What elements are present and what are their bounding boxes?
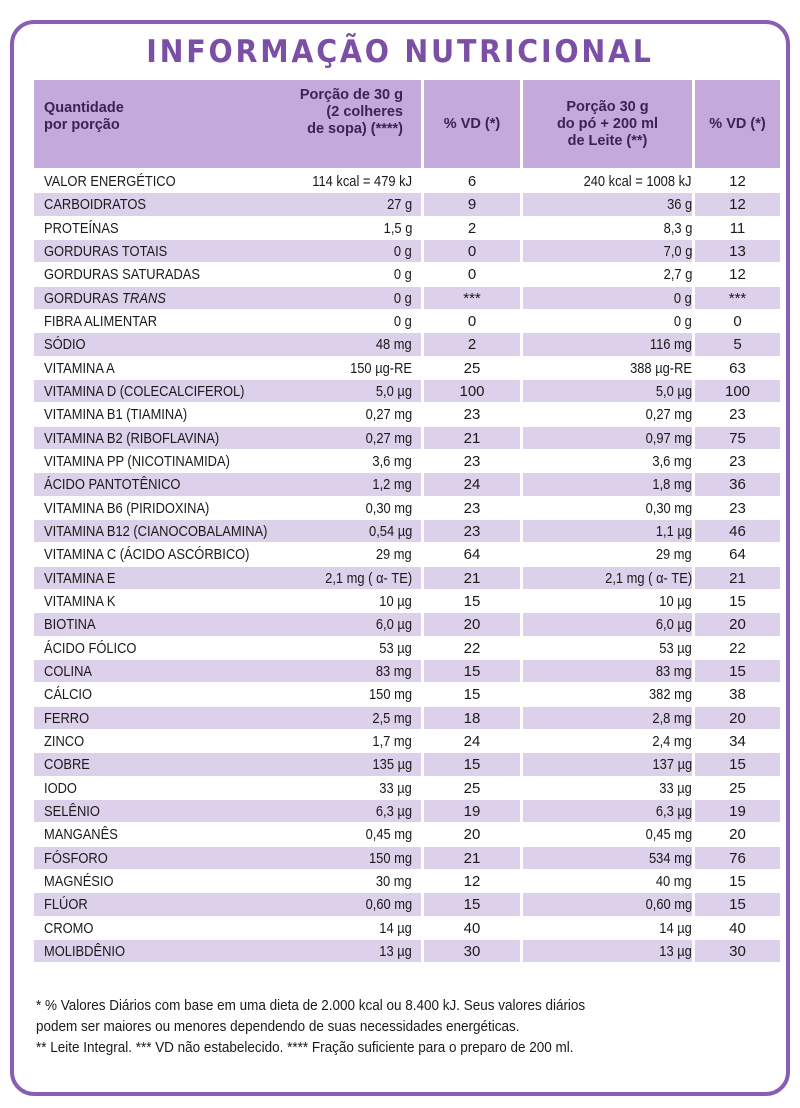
portion2-value: 382 mg [648, 686, 692, 704]
vd2-value: 100 [724, 382, 751, 400]
nutrient-name [44, 170, 176, 193]
portion1-value: 150 mg [368, 849, 412, 867]
table-row [34, 730, 780, 753]
nutrient-name-text: CROMO [44, 919, 94, 937]
vd1-value: 6 [467, 173, 477, 190]
nutrient-name-text: VITAMINA B12 (CIANOCOBALAMINA) [44, 522, 268, 540]
portion2-value: 7,0 g [663, 242, 692, 260]
nutrient-name-text: VITAMINA B2 (RIBOFLAVINA) [44, 429, 220, 447]
nutrient-name-text: VITAMINA B1 (TIAMINA) [44, 406, 188, 424]
nutrient-name-text: ÁCIDO PANTOTÊNICO [44, 476, 181, 494]
vd1-value: 23 [463, 499, 481, 517]
vd2-value: 30 [729, 942, 746, 960]
portion1-value: 135 µg [372, 756, 412, 774]
portion2-value: 8,3 g [663, 219, 692, 237]
portion1-value: 150 µg-RE [350, 359, 412, 377]
vd1-value: 23 [463, 522, 481, 540]
nutrient-name [44, 240, 167, 263]
portion2-value: 10 µg [659, 592, 692, 610]
nutrient-name [44, 590, 115, 613]
vd2-value: 20 [729, 709, 746, 727]
table-title: INFORMAÇÃO NUTRICIONAL [146, 34, 654, 70]
portion1-value: 10 µg [379, 592, 412, 610]
vd2-value: 12 [729, 173, 746, 190]
vd1-value: 2 [467, 219, 477, 237]
footnote-line: * % Valores Diários com base em uma dieta de 2.000 kcal ou 8.400 kJ. Seus valores diários [36, 998, 586, 1014]
header-quantity-label: Quantidade por porção [44, 100, 124, 133]
nutrient-name [44, 683, 92, 706]
portion1-value: 6,0 µg [375, 616, 412, 634]
portion2-value: 2,8 mg [652, 709, 692, 727]
table-header [34, 80, 780, 170]
table-row [34, 380, 780, 403]
vd2-value: 12 [729, 196, 746, 214]
vd1-value: 15 [463, 662, 481, 680]
portion2-value: 0,27 mg [645, 406, 692, 424]
portion2-value: 36 g [666, 196, 692, 214]
table-row [34, 240, 780, 263]
table-row [34, 637, 780, 660]
portion1-value: 48 mg [376, 336, 412, 354]
nutrient-name [44, 543, 249, 566]
table-row [34, 777, 780, 800]
nutrient-name-text: COLINA [44, 662, 93, 680]
table-row [34, 403, 780, 426]
portion1-value: 30 mg [376, 872, 412, 890]
table-row [34, 893, 780, 916]
portion2-value: 0,60 mg [645, 896, 692, 914]
table-row [34, 543, 780, 566]
nutrient-name-text: VITAMINA PP (NICOTINAMIDA) [44, 452, 230, 470]
vd1-value: 64 [463, 546, 481, 564]
table-row [34, 823, 780, 846]
vd2-value: 64 [729, 546, 746, 564]
vd1-value: *** [463, 289, 481, 307]
portion2-value: 240 kcal = 1008 kJ [584, 173, 692, 190]
nutrient-name [44, 870, 114, 893]
nutrient-name-text: BIOTINA [44, 616, 96, 634]
header-vd2-label: % VD (*) [695, 80, 780, 168]
vd1-value: 15 [463, 756, 481, 774]
vd1-value: 12 [463, 872, 481, 890]
vd1-value: 9 [467, 196, 477, 214]
table-row [34, 590, 780, 613]
nutrient-name-text: MOLIBDÊNIO [44, 942, 126, 960]
portion2-value: 13 µg [659, 942, 692, 960]
portion1-value: 0 g [394, 289, 412, 307]
table-row [34, 263, 780, 286]
nutrient-name [44, 847, 108, 870]
vd1-value: 23 [463, 406, 481, 424]
nutrient-name-text: ZINCO [44, 732, 85, 750]
vd2-value: 63 [729, 359, 746, 377]
nutrient-name [44, 403, 187, 426]
nutrient-name [44, 917, 93, 940]
portion2-value: 2,4 mg [652, 732, 692, 750]
portion2-value: 0,97 mg [645, 429, 692, 447]
vd2-value: 0 [733, 312, 742, 330]
table-row [34, 567, 780, 590]
vd2-value: 21 [729, 569, 746, 587]
nutrient-name [44, 637, 136, 660]
portion1-value: 14 µg [379, 919, 412, 937]
table-row [34, 800, 780, 823]
portion2-value: 6,0 µg [655, 616, 692, 634]
portion1-value: 27 g [386, 196, 412, 214]
portion2-value: 83 mg [656, 662, 692, 680]
table-row [34, 870, 780, 893]
vd1-value: 24 [463, 732, 481, 750]
footnotes [36, 996, 724, 1059]
vd1-value: 19 [463, 802, 481, 820]
vd2-value: 15 [729, 896, 746, 914]
nutrient-name-text: GORDURAS [44, 289, 119, 307]
nutrient-name [44, 310, 157, 333]
table-row [34, 287, 780, 310]
nutrient-name-text: VALOR ENERGÉTICO [44, 173, 176, 190]
portion1-value: 1,2 mg [372, 476, 412, 494]
vd1-value: 0 [467, 266, 477, 284]
portion1-value: 0 g [394, 242, 412, 260]
vd2-value: 15 [729, 592, 746, 610]
portion2-value: 0 g [674, 312, 692, 330]
nutrient-name-text: VITAMINA D (COLECALCIFEROL) [44, 382, 245, 400]
portion1-value: 0,54 µg [368, 522, 412, 540]
table-row [34, 683, 780, 706]
column-separator [692, 170, 695, 987]
vd1-value: 2 [467, 336, 477, 354]
vd1-value: 15 [463, 592, 481, 610]
table-row [34, 520, 780, 543]
nutrient-name [44, 427, 219, 450]
portion2-value: 2,1 mg ( α- TE) [604, 569, 692, 587]
portion1-value: 5,0 µg [375, 382, 412, 400]
vd1-value: 100 [459, 382, 485, 400]
vd1-value: 15 [463, 686, 481, 704]
portion1-value: 0,45 mg [365, 826, 412, 844]
vd2-value: *** [728, 289, 747, 307]
portion1-value: 0,60 mg [365, 896, 412, 914]
nutrient-name [44, 263, 200, 286]
portion2-value: 6,3 µg [655, 802, 692, 820]
nutrient-name [44, 660, 92, 683]
vd2-value: 23 [729, 499, 746, 517]
nutrient-name [44, 753, 90, 776]
portion2-value: 1,1 µg [655, 522, 692, 540]
portion2-value: 1,8 mg [652, 476, 692, 494]
nutrient-name-text: FERRO [44, 709, 90, 727]
nutrient-name [44, 520, 267, 543]
portion1-value: 2,1 mg ( α- TE) [324, 569, 412, 587]
vd1-value: 21 [463, 849, 481, 867]
portion1-value: 3,6 mg [372, 452, 412, 470]
portion2-value: 0,45 mg [645, 826, 692, 844]
portion1-value: 1,7 mg [372, 732, 412, 750]
header-vd1-label: % VD (*) [424, 80, 520, 168]
vd1-value: 0 [467, 242, 477, 260]
portion2-value: 388 µg-RE [630, 359, 692, 377]
header-portion2-label: Porção 30 g do pó + 200 ml de Leite (**) [523, 80, 692, 168]
nutrient-name [44, 473, 180, 496]
nutrient-name [44, 333, 86, 356]
nutrient-name-text: PROTEÍNAS [44, 219, 119, 237]
vd1-value: 40 [463, 919, 481, 937]
vd2-value: 76 [729, 849, 746, 867]
vd2-value: 25 [729, 779, 746, 797]
vd2-value: 40 [729, 919, 746, 937]
table-row [34, 450, 780, 473]
vd2-value: 19 [729, 802, 746, 820]
vd2-value: 34 [729, 732, 746, 750]
table-row [34, 310, 780, 333]
nutrition-facts-panel [10, 20, 790, 1096]
table-row [34, 357, 780, 380]
footnote-line: ** Leite Integral. *** VD não estabelecido. **** Fração suficiente para o preparo de 200 ml. [36, 1040, 574, 1056]
nutrient-name-text: FÓSFORO [44, 849, 108, 867]
table-row [34, 660, 780, 683]
nutrient-name-text: CARBOIDRATOS [44, 196, 147, 214]
nutrient-name-text: GORDURAS SATURADAS [44, 266, 201, 284]
portion1-value: 1,5 g [383, 219, 412, 237]
vd2-value: 46 [729, 522, 746, 540]
vd1-value: 24 [463, 476, 481, 494]
table-row [34, 193, 780, 216]
table-row [34, 940, 780, 963]
nutrient-name-text: IODO [44, 779, 77, 797]
vd2-value: 11 [729, 219, 746, 237]
vd2-value: 15 [729, 872, 746, 890]
portion2-value: 33 µg [659, 779, 692, 797]
portion2-value: 2,7 g [663, 266, 692, 284]
nutrient-name-text: SELÊNIO [44, 802, 100, 820]
vd1-value: 30 [463, 942, 481, 960]
nutrient-name [44, 193, 146, 216]
portion2-value: 53 µg [659, 639, 692, 657]
vd2-value: 23 [729, 406, 746, 424]
vd1-value: 20 [463, 826, 481, 844]
vd1-value: 23 [463, 452, 481, 470]
portion2-value: 534 mg [648, 849, 692, 867]
portion1-value: 150 mg [368, 686, 412, 704]
portion1-value: 0,30 mg [365, 499, 412, 517]
portion2-value: 137 µg [652, 756, 692, 774]
header-portion1-label: Porção de 30 g (2 colheres de sopa) (****) [299, 87, 403, 137]
portion1-value: 0 g [394, 312, 412, 330]
nutrient-name [44, 823, 118, 846]
portion1-value: 29 mg [376, 546, 412, 564]
nutrient-name [44, 800, 100, 823]
nutrient-name-text: GORDURAS TOTAIS [44, 242, 168, 260]
nutrient-name [44, 287, 166, 310]
nutrient-name [44, 613, 96, 636]
vd1-value: 21 [463, 569, 481, 587]
column-separator [421, 170, 424, 987]
nutrient-name-text: FLÚOR [44, 896, 88, 914]
nutrient-name-italic: TRANS [122, 289, 166, 307]
table-row [34, 707, 780, 730]
nutrient-name-text: VITAMINA B6 (PIRIDOXINA) [44, 499, 210, 517]
table-row [34, 217, 780, 240]
portion1-value: 13 µg [379, 942, 412, 960]
vd2-value: 12 [729, 266, 746, 284]
portion1-value: 114 kcal = 479 kJ [312, 173, 412, 190]
nutrient-name-text: FIBRA ALIMENTAR [44, 312, 158, 330]
nutrient-name-text: MANGANÊS [44, 826, 118, 844]
nutrient-name [44, 217, 119, 240]
table-row [34, 917, 780, 940]
vd1-value: 18 [463, 709, 481, 727]
nutrient-name [44, 567, 115, 590]
nutrient-name [44, 357, 115, 380]
portion2-value: 40 mg [656, 872, 692, 890]
vd2-value: 75 [729, 429, 746, 447]
vd1-value: 21 [463, 429, 481, 447]
vd1-value: 20 [463, 616, 481, 634]
column-separator [520, 170, 523, 987]
nutrient-name-text: MAGNÉSIO [44, 872, 114, 890]
vd1-value: 25 [463, 779, 481, 797]
vd2-value: 22 [729, 639, 746, 657]
portion1-value: 0,27 mg [365, 406, 412, 424]
vd1-value: 25 [463, 359, 481, 377]
portion1-value: 6,3 µg [375, 802, 412, 820]
portion2-value: 14 µg [659, 919, 692, 937]
table-row [34, 473, 780, 496]
portion2-value: 116 mg [649, 336, 692, 354]
nutrient-name-text: CÁLCIO [44, 686, 93, 704]
vd2-value: 15 [729, 756, 746, 774]
vd2-value: 13 [729, 242, 746, 260]
nutrient-name-text: VITAMINA A [44, 359, 115, 377]
portion1-value: 0 g [394, 266, 412, 284]
portion2-value: 0,30 mg [645, 499, 692, 517]
nutrient-name-text: VITAMINA E [44, 569, 116, 587]
table-row [34, 170, 780, 193]
portion1-value: 33 µg [379, 779, 412, 797]
vd2-value: 20 [729, 616, 746, 634]
portion2-value: 0 g [674, 289, 692, 307]
portion2-value: 29 mg [656, 546, 692, 564]
table-row [34, 847, 780, 870]
table-row [34, 497, 780, 520]
vd2-value: 23 [729, 452, 746, 470]
vd1-value: 22 [463, 639, 481, 657]
table-row [34, 613, 780, 636]
portion1-value: 83 mg [376, 662, 412, 680]
portion1-value: 53 µg [379, 639, 412, 657]
header-quantity-cell [34, 80, 421, 168]
portion1-value: 0,27 mg [365, 429, 412, 447]
nutrient-name [44, 730, 84, 753]
nutrient-rows [34, 170, 780, 963]
nutrient-name [44, 450, 230, 473]
footnote-line: podem ser maiores ou menores dependendo de suas necessidades energéticas. [36, 1019, 520, 1035]
nutrient-name-text: COBRE [44, 756, 90, 774]
portion2-value: 5,0 µg [655, 382, 692, 400]
nutrient-name [44, 893, 88, 916]
vd2-value: 20 [729, 826, 746, 844]
portion1-value: 2,5 mg [372, 709, 412, 727]
vd2-value: 38 [729, 686, 746, 704]
vd2-value: 5 [733, 336, 742, 354]
portion2-value: 3,6 mg [652, 452, 692, 470]
nutrient-name [44, 380, 244, 403]
nutrient-name [44, 777, 77, 800]
vd1-value: 15 [463, 896, 481, 914]
vd1-value: 0 [467, 312, 477, 330]
vd2-value: 36 [729, 476, 746, 494]
nutrient-name [44, 497, 209, 520]
nutrient-name-text: ÁCIDO FÓLICO [44, 639, 137, 657]
nutrient-name-text: VITAMINA C (ÁCIDO ASCÓRBICO) [44, 546, 250, 564]
nutrient-name [44, 940, 125, 963]
nutrient-name-text: VITAMINA K [44, 592, 116, 610]
table-row [34, 427, 780, 450]
nutrient-name [44, 707, 89, 730]
vd2-value: 15 [729, 662, 746, 680]
nutrient-name-text: SÓDIO [44, 336, 86, 354]
table-row [34, 333, 780, 356]
table-row [34, 753, 780, 776]
